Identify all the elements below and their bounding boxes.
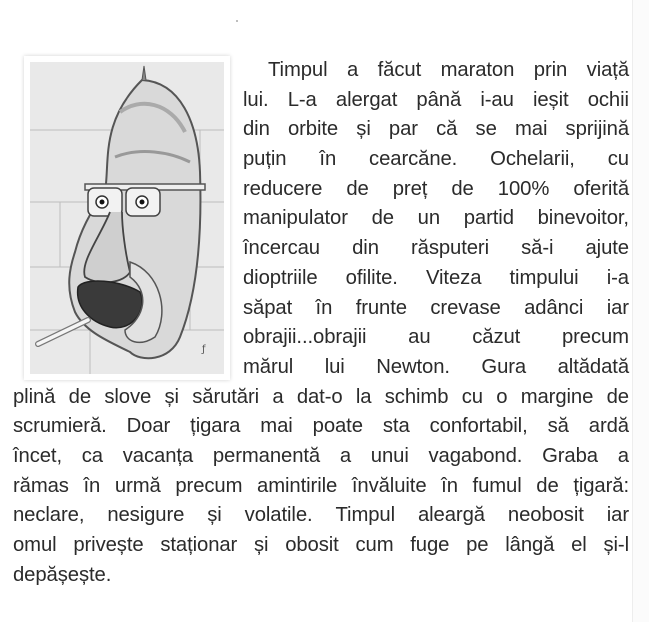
word: oferită: [573, 177, 629, 200]
word: volatile.: [244, 504, 313, 527]
word: să: [547, 415, 569, 438]
word: cearcăne.: [369, 148, 458, 171]
word: de: [451, 177, 474, 200]
word: 100%: [497, 177, 550, 200]
word: unui: [370, 444, 409, 467]
word: în: [315, 296, 333, 319]
word: de: [536, 474, 559, 497]
word: partid: [463, 207, 514, 230]
word: vacanța: [122, 444, 194, 467]
word: ieșit: [532, 88, 569, 111]
word: margine: [520, 385, 594, 408]
word: de: [346, 177, 369, 200]
word: scrumieră.: [13, 415, 107, 438]
word: ochii: [587, 88, 629, 111]
word: lui: [324, 355, 345, 378]
text-line: [243, 264, 629, 294]
text-line: [243, 323, 629, 353]
word: Timpul: [335, 504, 396, 527]
word: încet,: [13, 444, 63, 467]
word: și-l: [603, 534, 629, 556]
word: par: [388, 118, 418, 141]
word: neobosit: [507, 504, 584, 527]
word: fuge: [410, 534, 450, 556]
word: obosit: [285, 534, 339, 556]
text-line: [243, 115, 629, 145]
word: i-au: [480, 88, 514, 111]
text-line: [243, 86, 629, 116]
word: maraton: [440, 59, 515, 81]
word: sta: [382, 415, 410, 438]
word: omul: [13, 534, 57, 556]
word: a: [339, 444, 352, 467]
word: de: [68, 385, 92, 408]
word: amintirile: [257, 474, 338, 497]
word: să-i: [521, 237, 554, 260]
word: un: [417, 207, 441, 230]
word: că: [436, 118, 458, 141]
word: Ochelarii,: [490, 148, 575, 171]
word: confortabil,: [429, 415, 528, 438]
word: timpului: [509, 266, 579, 289]
word: plină: [13, 385, 56, 408]
word: orbite: [287, 118, 339, 141]
word: și: [253, 534, 269, 556]
word: Graba: [542, 444, 598, 467]
word: privește: [73, 534, 144, 556]
article-paragraph: [13, 56, 629, 590]
word: frunte: [355, 296, 407, 319]
word: Viteza: [425, 266, 482, 289]
word: au: [408, 326, 431, 349]
word: în: [83, 474, 101, 497]
word: și: [207, 504, 222, 527]
word: pe: [466, 534, 489, 556]
word: mai: [260, 415, 293, 438]
text-line: [13, 472, 629, 502]
word: sprijină: [565, 118, 629, 141]
word: Newton.: [376, 355, 450, 378]
word: mai: [514, 118, 548, 141]
word: până: [416, 88, 462, 111]
word: cum: [355, 534, 394, 556]
word: o: [496, 385, 508, 408]
word: ca: [81, 444, 103, 467]
word: și: [356, 118, 371, 141]
word: din: [352, 237, 379, 260]
word: permanentă: [212, 444, 321, 467]
word: prin: [533, 59, 568, 81]
text-line: [13, 412, 629, 442]
word: preț: [392, 177, 428, 200]
text-line: [243, 353, 629, 383]
word: ajute: [585, 237, 629, 260]
word: încercau: [243, 237, 320, 260]
word: și: [164, 385, 179, 408]
word: Doar: [126, 415, 171, 438]
text-line: [13, 501, 629, 531]
text-line: [243, 175, 629, 205]
word: obrajii...obrajii: [243, 326, 367, 349]
word: din: [243, 118, 270, 141]
word: ardă: [588, 415, 629, 438]
word: vagabond.: [428, 444, 523, 467]
text-line: [243, 204, 629, 234]
word: iar: [606, 296, 629, 319]
word: se: [475, 118, 497, 141]
word: săpat: [243, 296, 293, 319]
word: alergat: [335, 88, 398, 111]
text-line: [13, 442, 629, 472]
word: el: [571, 534, 587, 556]
word: poate: [312, 415, 363, 438]
page-gutter: [633, 0, 649, 622]
word: sărutări: [192, 385, 260, 408]
word: precum: [175, 474, 243, 497]
word: în: [319, 148, 337, 171]
word: urmă: [114, 474, 161, 497]
word: nesigure: [107, 504, 185, 527]
text-line: depășește.: [13, 563, 112, 586]
word: ofilite.: [345, 266, 398, 289]
word: făcut: [377, 59, 422, 81]
word: a: [272, 385, 284, 408]
word: căzut: [472, 326, 521, 349]
word: cu: [607, 148, 629, 171]
word: reducere: [243, 177, 323, 200]
word: i-a: [606, 266, 629, 289]
word: crevase: [430, 296, 501, 319]
text-line: [243, 234, 629, 264]
word: manipulator: [243, 207, 348, 230]
word: precum: [561, 326, 629, 349]
speck: [236, 20, 238, 22]
word: altădată: [557, 355, 629, 378]
text-line: [13, 383, 629, 413]
word: puțin: [243, 148, 287, 171]
word: dat-o: [296, 385, 343, 408]
svg-text:ƒ: ƒ: [202, 344, 206, 355]
text-line: [13, 531, 629, 561]
word: rămas: [13, 474, 69, 497]
word: țigară:: [573, 474, 629, 497]
word: fumul: [472, 474, 522, 497]
word: țigara: [190, 415, 241, 438]
word: cu: [461, 385, 483, 408]
text-line: [243, 56, 629, 86]
word: aleargă: [417, 504, 485, 527]
word: învăluite: [351, 474, 427, 497]
word: viață: [586, 59, 629, 81]
text-line: [243, 294, 629, 324]
word: de: [606, 385, 629, 408]
word: neclare,: [13, 504, 85, 527]
text-line: [243, 145, 629, 175]
word: dioptriile: [243, 266, 318, 289]
word: în: [441, 474, 458, 497]
word: mărul: [243, 355, 294, 378]
word: de: [371, 207, 394, 230]
word: lui.: [243, 88, 269, 111]
word: iar: [606, 504, 629, 527]
word: a: [346, 59, 359, 81]
word: staționar: [160, 534, 238, 556]
word: a: [617, 444, 629, 467]
word: L-a: [287, 88, 317, 111]
word: Gura: [481, 355, 527, 378]
word: adânci: [524, 296, 584, 319]
word: binevoitor,: [537, 207, 629, 230]
word: Timpul: [268, 59, 328, 81]
word: slove: [104, 385, 152, 408]
word: la: [355, 385, 372, 408]
word: răsputeri: [410, 237, 489, 260]
word: schimb: [384, 385, 449, 408]
word: lângă: [505, 534, 555, 556]
